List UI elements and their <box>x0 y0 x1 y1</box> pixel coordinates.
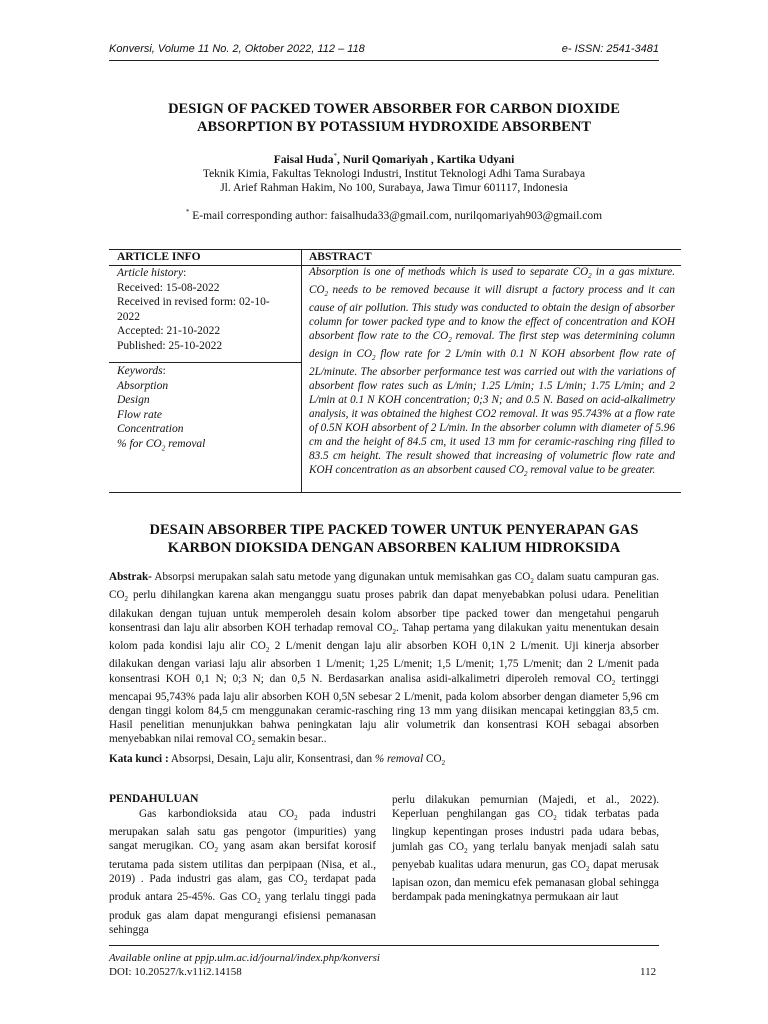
table-divider <box>301 249 302 493</box>
availability-link[interactable]: Available online at ppjp.ulm.ac.id/journal/index.php/konversi <box>109 952 380 964</box>
table-bottom-rule <box>109 492 681 493</box>
header-rule <box>109 60 659 61</box>
keyword: Concentration <box>117 423 184 435</box>
journal-citation: Konversi, Volume 11 No. 2, Oktober 2022, 112 – 118 <box>109 43 365 55</box>
intro-right-column: perlu dilakukan pemurnian (Majedi, et al., 2022). Keperluan penghilangan gas $CO_2$ tidak terbatas pada lingkup kepentingan proses industri pada udara bebas, jumlah gas $CO_2$ yang terlalu banyak menjadi salah satu penyebab kualitas udara menurun, gas $CO_2$ dapat merusak lapisan ozon, dan memicu efek pemanasan global sehingga berdampak pada meningkatnya permukaan air laut <box>392 794 659 904</box>
keywords-list: Keywords: Absorption Design Flow rate Concentration % for $CO_2$ removal <box>117 364 295 455</box>
corresponding-email: * E-mail corresponding author: faisalhuda33@gmail.com, nurilqomariyah903@gmail.com <box>185 208 603 222</box>
article-info-heading: ARTICLE INFO <box>117 251 201 263</box>
intro-left-column: Gas karbondioksida atau $CO_2$ pada industri merupakan salah satu gas pengotor (impurities) yang sangat merugikan. $CO_2$ yang asam akan bersifat korosif terutama pada sistem utilitas dan perpipaan (Nisa, et al., 2019) . Pada industri gas alam, gas $CO_2$ terdapat pada produk antara 25-45%. Gas $CO_2$ yang terlalu tinggi pada produk gas alam dapat mengurangi efisiensi pemanasan sehingga <box>109 808 376 936</box>
running-header <box>109 43 659 55</box>
issn: e- ISSN: 2541-3481 <box>561 43 659 55</box>
info-divider-rule <box>109 362 301 363</box>
abstract-en-text: Absorption is one of methods which is used to separate $CO_2$ in a gas mixture. $CO_2$ needs to be removed because it will disrupt a factory process and it can cause of air pollution. This study was conducted to obtain the design of absorber column for tower packed type and to know the effect of concentration and KOH absorbent flow rate to the $CO_2$ removal. The first step was determining column design in $CO_2$ flow rate for 2 L/min with 0.1 N KOH absorbent flow rate of 2L/minute. The absorber performance test was carried out with the variations of absorbent flow rates such as L/min; 1.25 L/min; 1.5 L/min; 1.75 L/min; and 2 L/min at 0.1 N KOH concentration; 0;3 N; and 0.5 N. Based on acid-alkalimetry analysis, it was obtained the highest CO2 removal. It was 95.743% at a flow rate of 0.5N KOH absorbent of 2 L/min. In the absorber column with diameter of 5.96 cm and the height of 84.5 cm, it used 13 mm for ceramic-rasching ring filled to 83.5 cm height. The result showed that increasing of volumetric flow rate and KOH concentration as an absorbent caused $CO_2$ removal value to be greater. <box>309 266 676 478</box>
keyword: Design <box>117 394 150 406</box>
table-top-rule <box>109 249 681 250</box>
keyword: Flow rate <box>117 408 163 421</box>
abstract-id-text: Abstrak- Absorpsi merupakan salah satu metode yang digunakan untuk memisahkan gas $CO_2$ dalam suatu campuran gas. $CO_2$ perlu dihilangkan karena akan menganggu suatu proses pabrik dan dapat menyebabkan polusi udara. Penelitian dilakukan dengan tujuan untuk memperoleh desain kolom absorber tipe packed tower dan mengetahui pengaruh konsentrasi dan laju alir absorben KOH terhadap removal $CO_2$. Tahap pertama yang dilakukan yaitu menentukan desain kolom pada kondisi laju alir $CO_2$ 2 L/menit dengan laju alir absorben KOH 0,1N 2 L/menit. Uji kinerja absorber dilakukan dengan variasi laju alir absorben 1 L/menit; 1,25 L/menit; 1,5 L/menit; 1,75 L/menit; dan 2 L/menit pada konsentrasi KOH 0,1 N; 0;3 N; dan 0,5 N. Berdasarkan analisa asidi-alkalimetri diperoleh removal $CO_2$ tertinggi mencapai 95,743% pada laju alir absorben KOH 0,5N sebesar 2 L/menit, pada kolom absorber dengan diameter 5,96 cm dengan tinggi kolom 84,5 cm menggunakan ceramic-rasching ring 13 mm yang diisikan mencapai ketinggian 83,5 cm. Hasil penelitian menunjukkan bahwa peningkatan laju alir volumetrik dan konsentrasi KOH sebagai absorben menyebabkan nilai removal $CO_2$ semakin besar.. <box>109 571 660 748</box>
doi: DOI: 10.20527/k.v11i2.14158 <box>109 966 242 978</box>
affiliation: Teknik Kimia, Fakultas Teknologi Industri, Institut Teknologi Adhi Tama Surabaya Jl. Arief Rahman Hakim, No 100, Surabaya, Jawa Timur 601117, Indonesia <box>202 168 586 194</box>
section-heading-pendahuluan: PENDAHULUAN <box>109 793 199 805</box>
paper-title-id: DESAIN ABSORBER TIPE PACKED TOWER UNTUK PENYERAPAN GAS KARBON DIOKSIDA DENGAN ABSORBEN KALIUM HIDROKSIDA <box>149 522 639 556</box>
author-list: Faisal Huda*, Nuril Qomariyah , Kartika Udyani <box>273 152 515 166</box>
footer-rule <box>109 945 659 946</box>
paper-title-en: DESIGN OF PACKED TOWER ABSORBER FOR CARBON DIOXIDE ABSORPTION BY POTASSIUM HYDROXIDE ABSORBENT <box>168 101 620 135</box>
keyword: Absorption <box>117 379 169 392</box>
page-number: 112 <box>640 966 657 978</box>
kata-kunci: Kata kunci : Absorpsi, Desain, Laju alir, Konsentrasi, dan % removal $CO_2$ <box>109 753 446 768</box>
article-history: Article history: Received: 15-08-2022 Received in revised form: 02-10- 2022 Accepted: 21-10-2022 Published: 25-10-2022 <box>117 267 270 352</box>
abstract-heading: ABSTRACT <box>309 251 372 263</box>
keyword: % for $CO_2$ removal <box>117 437 206 452</box>
